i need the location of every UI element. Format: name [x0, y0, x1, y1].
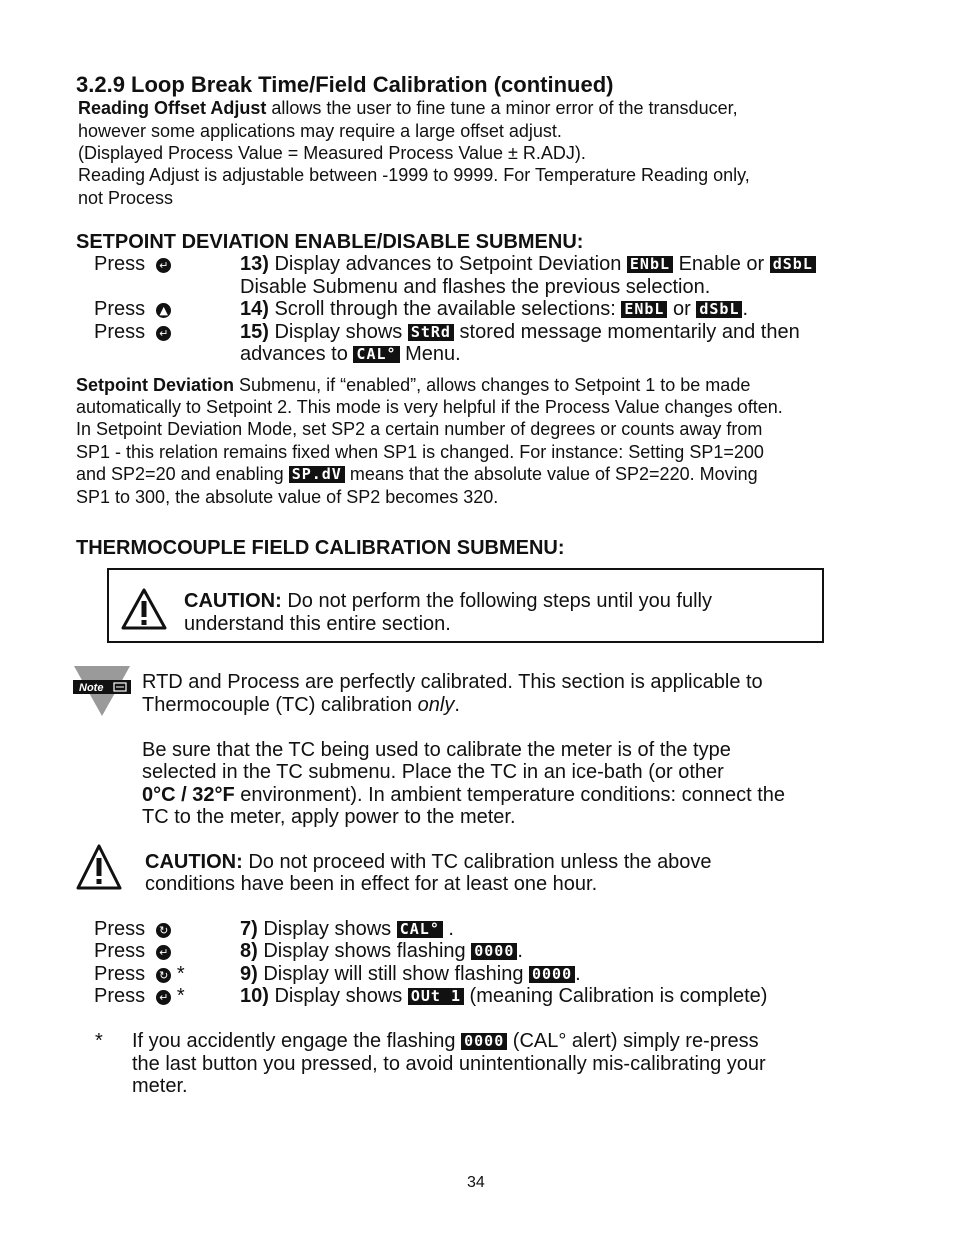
press-text: Press — [94, 298, 146, 320]
lcd-zeros: 0000 — [461, 1033, 507, 1050]
lcd-out1: OUt 1 — [408, 988, 464, 1005]
step-13-text-a: Display advances to Setpoint Deviation — [268, 253, 627, 275]
warning-triangle-icon — [75, 843, 123, 891]
step-8-text-a: Display shows flashing — [257, 940, 472, 962]
lcd-enbl: ENbL — [621, 301, 667, 318]
asterisk: * — [176, 985, 185, 1007]
footnote-line-2: the last button you pressed, to avoid unintentionally mis-calibrating your — [132, 1053, 766, 1075]
press-text: Press — [94, 321, 146, 343]
footnote-line-1-a: If you accidently engage the flashing — [132, 1030, 462, 1052]
step-14-text-a: Scroll through the available selections: — [268, 298, 622, 320]
tc-para-line-1: Be sure that the TC being used to calibrate the meter is of the type — [142, 739, 731, 761]
sp-dev-para-line-5-a: and SP2=20 and enabling — [76, 464, 289, 484]
note-line-2 — [142, 694, 460, 717]
press-text: Press — [94, 985, 146, 1007]
press-label-10 — [94, 985, 185, 1008]
lcd-cal: CAL° — [353, 346, 399, 363]
footnote-line-1 — [132, 1030, 759, 1053]
sp-dev-para-line-2: automatically to Setpoint 2. This mode is very helpful if the Process Value changes often. — [76, 397, 783, 417]
sp-dev-para-line-1-text: Submenu, if “enabled”, allows changes to Setpoint 1 to be made — [234, 375, 751, 395]
tc-para-line-4: TC to the meter, apply power to the meter. — [142, 806, 516, 828]
intro-line-3: (Displayed Process Value = Measured Process Value ± R.ADJ). — [78, 143, 586, 163]
step-7-text-a: Display shows — [257, 918, 397, 940]
tc-para-line-3 — [142, 784, 785, 807]
step-10 — [240, 985, 767, 1008]
note-icon — [73, 665, 131, 717]
step-13 — [240, 253, 816, 276]
note-line-2-a: Thermocouple (TC) calibration — [142, 694, 418, 716]
press-text: Press — [94, 918, 146, 940]
tc-para-line-2: selected in the TC submenu. Place the TC in an ice-bath (or other — [142, 761, 724, 783]
intro-line-1-text: allows the user to fine tune a minor error of the transducer, — [266, 98, 738, 118]
menu-button-icon: ↻ — [156, 923, 171, 938]
intro-line-5: not Process — [78, 188, 174, 208]
press-label-7 — [94, 918, 171, 941]
note-label: Note — [79, 682, 104, 694]
caution-label: CAUTION: — [184, 590, 282, 612]
intro-line-4: Reading Adjust is adjustable between -1999 to 9999. For Temperature Reading only, — [78, 165, 750, 185]
press-label-13 — [94, 253, 171, 276]
step-9-text-b: . — [575, 963, 581, 985]
step-7-text-b: . — [442, 918, 454, 940]
lcd-dsbl: dSbL — [770, 256, 816, 273]
intro-line-2: however some applications may require a large offset adjust. — [78, 121, 562, 141]
step-13-line-2: Disable Submenu and flashes the previous selection. — [240, 276, 711, 298]
step-15-text-a: Display shows — [268, 321, 408, 343]
press-text: Press — [94, 253, 146, 275]
reading-offset-adjust-term: Reading Offset Adjust — [78, 98, 267, 118]
footnote-asterisk: * — [95, 1030, 103, 1052]
step-8 — [240, 940, 523, 963]
step-9 — [240, 963, 581, 986]
menu-button-icon: ↻ — [156, 968, 171, 983]
step-13-number: 13) — [240, 253, 269, 275]
press-label-9 — [94, 963, 185, 986]
step-9-text-a: Display will still show flashing — [257, 963, 529, 985]
step-9-number: 9) — [240, 963, 258, 985]
ice-bath-temperature: 0°C / 32°F — [142, 784, 235, 806]
note-line-2-b: . — [454, 694, 460, 716]
enter-button-icon: ↵ — [156, 945, 171, 960]
footnote-line-1-b: (CAL° alert) simply re-press — [507, 1030, 759, 1052]
step-8-text-b: . — [517, 940, 523, 962]
caution-2-line-1 — [145, 851, 712, 874]
step-8-number: 8) — [240, 940, 258, 962]
caution-1-line-1 — [184, 590, 712, 613]
press-text: Press — [94, 963, 146, 985]
lcd-zeros: 0000 — [471, 943, 517, 960]
lcd-cal: CAL° — [397, 921, 443, 938]
step-15-line2-a: advances to — [240, 343, 354, 365]
enter-button-icon: ↵ — [156, 990, 171, 1005]
sp-dev-para-line-6: SP1 to 300, the absolute value of SP2 becomes 320. — [76, 487, 499, 507]
step-10-text-b: (meaning Calibration is complete) — [464, 985, 768, 1007]
step-10-number: 10) — [240, 985, 269, 1007]
step-7-number: 7) — [240, 918, 258, 940]
up-button-icon: ▲ — [156, 303, 171, 318]
caution-2-line-2: conditions have been in effect for at least one hour. — [145, 873, 598, 895]
lcd-zeros: 0000 — [529, 966, 575, 983]
step-15 — [240, 321, 800, 344]
lcd-spdv: SP.dV — [289, 466, 345, 483]
caution-1-text: Do not perform the following steps until you fully — [281, 590, 712, 612]
step-14-text-b: or — [667, 298, 697, 320]
step-15-line2-b: Menu. — [399, 343, 461, 365]
step-10-text-a: Display shows — [268, 985, 408, 1007]
step-14-text-c: . — [742, 298, 749, 320]
caution-box — [107, 568, 824, 643]
press-label-8 — [94, 940, 171, 963]
note-line-2-italic: only — [417, 694, 455, 716]
caution-1-line-2: understand this entire section. — [184, 613, 451, 635]
section-heading: 3.2.9 Loop Break Time/Field Calibration (continued) — [76, 72, 614, 97]
intro-line-1 — [78, 97, 738, 120]
step-14-number: 14) — [240, 298, 269, 320]
step-13-text-b: Enable or — [673, 253, 770, 275]
footnote-line-3: meter. — [132, 1075, 188, 1097]
caution-label: CAUTION: — [145, 851, 243, 873]
lcd-enbl: ENbL — [627, 256, 673, 273]
sp-dev-para-line-5-b: means that the absolute value of SP2=220. Moving — [344, 464, 758, 484]
step-15-text-b: stored message momentarily and then — [453, 321, 800, 343]
press-label-15 — [94, 321, 171, 344]
step-7 — [240, 918, 454, 941]
step-15-line-2 — [240, 343, 461, 366]
warning-triangle-icon — [120, 587, 168, 631]
step-14 — [240, 298, 748, 321]
step-15-number: 15) — [240, 321, 269, 343]
press-label-14 — [94, 298, 171, 321]
setpoint-deviation-term: Setpoint Deviation — [76, 375, 235, 395]
tc-para-line-3-text: environment). In ambient temperature conditions: connect the — [234, 784, 786, 806]
lcd-strd: StRd — [408, 324, 454, 341]
sp-dev-para-line-3: In Setpoint Deviation Mode, set SP2 a certain number of degrees or counts away from — [76, 419, 763, 439]
lcd-dsbl: dSbL — [696, 301, 742, 318]
sp-dev-para-line-5 — [76, 463, 758, 486]
sp-dev-para-line-1 — [76, 374, 750, 397]
tc-calibration-title: THERMOCOUPLE FIELD CALIBRATION SUBMENU: — [76, 537, 565, 559]
note-line-1: RTD and Process are perfectly calibrated. This section is applicable to — [142, 671, 763, 693]
sp-dev-para-line-4: SP1 - this relation remains fixed when SP1 is changed. For instance: Setting SP1=200 — [76, 442, 764, 462]
press-text: Press — [94, 940, 146, 962]
caution-2-text: Do not proceed with TC calibration unless the above — [242, 851, 712, 873]
enter-button-icon: ↵ — [156, 326, 171, 341]
page-number: 34 — [467, 1174, 485, 1191]
setpoint-deviation-title: SETPOINT DEVIATION ENABLE/DISABLE SUBMENU: — [76, 231, 584, 253]
enter-button-icon: ↵ — [156, 258, 171, 273]
asterisk: * — [176, 963, 185, 985]
